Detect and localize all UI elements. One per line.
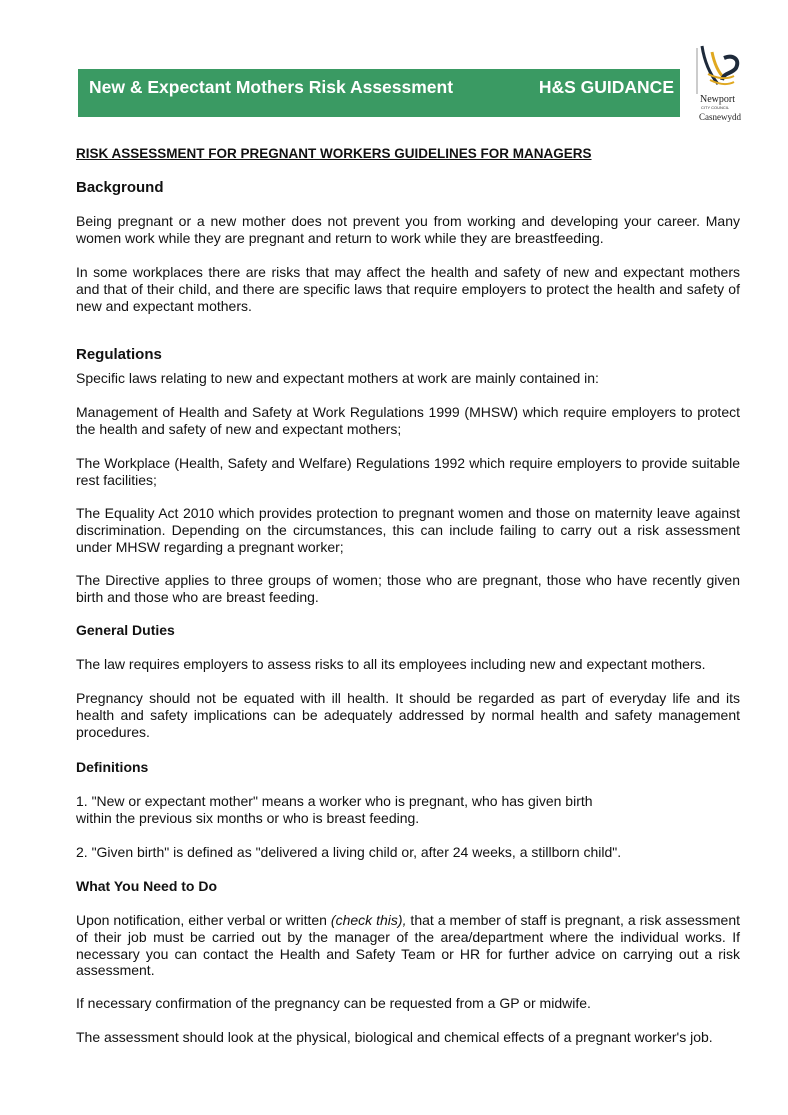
heading-definitions: Definitions xyxy=(76,759,149,775)
header-banner xyxy=(78,69,680,117)
definition-1: 1. "New or expectant mother" means a worker who is pregnant, who has given birth within the previous six months or who is breast feeding. xyxy=(76,793,593,826)
paragraph: Upon notification, either verbal or written (check this), that a member of staff is pregnant, a risk assessment of their job must be carried out by the manager of the area/department where the individual works. If necessary you can contact the Health and Safety Team or HR for further advice on carrying out a risk assessment. xyxy=(76,912,741,979)
paragraph: Pregnancy should not be equated with ill health. It should be regarded as part of everyday life and its health and safety implications can be adequately addressed by normal health and safety management procedures. xyxy=(76,690,740,740)
paragraph: Specific laws relating to new and expectant mothers at work are mainly contained in: xyxy=(76,370,599,386)
dragon-icon xyxy=(694,44,748,94)
heading-general-duties: General Duties xyxy=(76,622,175,638)
paragraph: The Workplace (Health, Safety and Welfare) Regulations 1992 which require employers to provide suitable rest facilities; xyxy=(76,455,740,488)
banner-title: New & Expectant Mothers Risk Assessment xyxy=(89,77,454,97)
paragraph: In some workplaces there are risks that may affect the health and safety of new and expectant mothers and that of their child, and there are specific laws that require employers to protect the health and safety of new and expectant mothers. xyxy=(76,264,740,314)
paragraph: If necessary confirmation of the pregnancy can be requested from a GP or midwife. xyxy=(76,995,591,1011)
paragraph: The Equality Act 2010 which provides protection to pregnant women and those on maternity leave against discrimination. Depending on the circumstances, this can include failing to carry out a risk assessment under MHSW regarding a pregnant worker; xyxy=(76,505,740,555)
paragraph: Management of Health and Safety at Work Regulations 1999 (MHSW) which require employers to protect the health and safety of new and expectant mothers; xyxy=(76,404,740,437)
paragraph: The Directive applies to three groups of women; those who are pregnant, those who have recently given birth and those who are breast feeding. xyxy=(76,572,740,605)
banner-guidance: H&S GUIDANCE xyxy=(538,77,674,97)
heading-what-to-do: What You Need to Do xyxy=(76,878,218,894)
heading-regulations: Regulations xyxy=(76,346,162,363)
document-title: RISK ASSESSMENT FOR PREGNANT WORKERS GUIDELINES FOR MANAGERS xyxy=(76,146,592,161)
newport-council-logo: Newport CITY COUNCIL Casnewydd xyxy=(694,44,748,122)
definition-2: 2. "Given birth" is defined as "delivered a living child or, after 24 weeks, a stillborn child". xyxy=(76,844,622,860)
paragraph: The assessment should look at the physical, biological and chemical effects of a pregnant worker's job. xyxy=(76,1029,713,1045)
heading-background: Background xyxy=(76,179,164,196)
paragraph: Being pregnant or a new mother does not prevent you from working and developing your career. Many women work while they are pregnant and return to work while they are breastfeeding. xyxy=(76,213,740,246)
paragraph: The law requires employers to assess risks to all its employees including new and expectant mothers. xyxy=(76,656,706,672)
